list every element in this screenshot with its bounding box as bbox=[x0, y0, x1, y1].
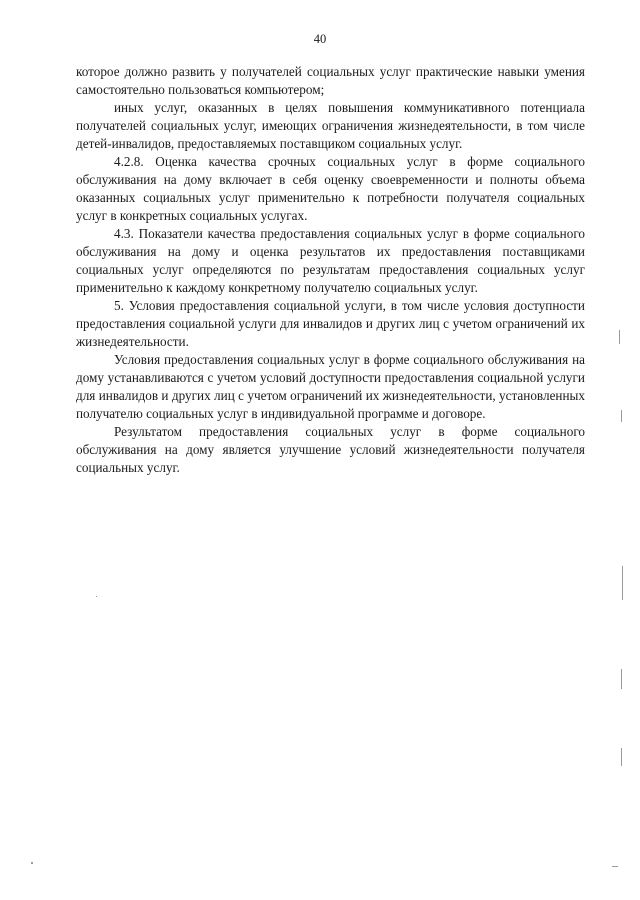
scan-artifact bbox=[31, 862, 33, 864]
scan-artifact bbox=[96, 596, 97, 597]
scan-artifact bbox=[622, 566, 623, 600]
paragraph: 5. Условия предоставления социальной услуги, в том числе условия доступности предоставления социальной услуги для инвалидов и других лиц с учетом ограничений их жизнедеятельности. bbox=[76, 298, 585, 349]
document-body bbox=[76, 63, 585, 477]
scan-artifact bbox=[621, 669, 622, 689]
paragraph: 4.3. Показатели качества предоставления социальных услуг в форме социального обслуживания на дому и оценка результатов их предоставления поставщиками социальных услуг определяются по результатам предоставления социальных услуг применительно к каждому конкретному получателю социальных услуг. bbox=[76, 226, 585, 295]
paragraph: иных услуг, оказанных в целях повышения коммуникативного потенциала получателей социальных услуг, имеющих ограничения жизнедеятельности, в том числе детей-инвалидов, предоставляемых поставщиком социальных услуг. bbox=[76, 100, 585, 151]
scan-artifact bbox=[621, 410, 622, 422]
scan-artifact bbox=[621, 748, 622, 766]
paragraph: Результатом предоставления социальных услуг в форме социального обслуживания на дому является улучшение условий жизнедеятельности получателя социальных услуг. bbox=[76, 424, 585, 475]
paragraph: 4.2.8. Оценка качества срочных социальных услуг в форме социального обслуживания на дому включает в себя оценку своевременности и полноты объема оказанных социальных услуг применительно к потребности получателя социальных услуг в конкретных социальных услугах. bbox=[76, 154, 585, 223]
paragraph: Условия предоставления социальных услуг в форме социального обслуживания на дому устанавливаются с учетом условий доступности предоставления социальной услуги для инвалидов и других лиц с учетом ограничений их жизнедеятельности, установленных получателю социальных услуг в индивидуальной программе и договоре. bbox=[76, 352, 585, 421]
paragraph: которое должно развить у получателей социальных услуг практические навыки умения самостоятельно пользоваться компьютером; bbox=[76, 64, 585, 97]
page-number: 40 bbox=[313, 32, 327, 46]
scan-artifact bbox=[612, 866, 618, 867]
scan-artifact bbox=[619, 330, 620, 344]
